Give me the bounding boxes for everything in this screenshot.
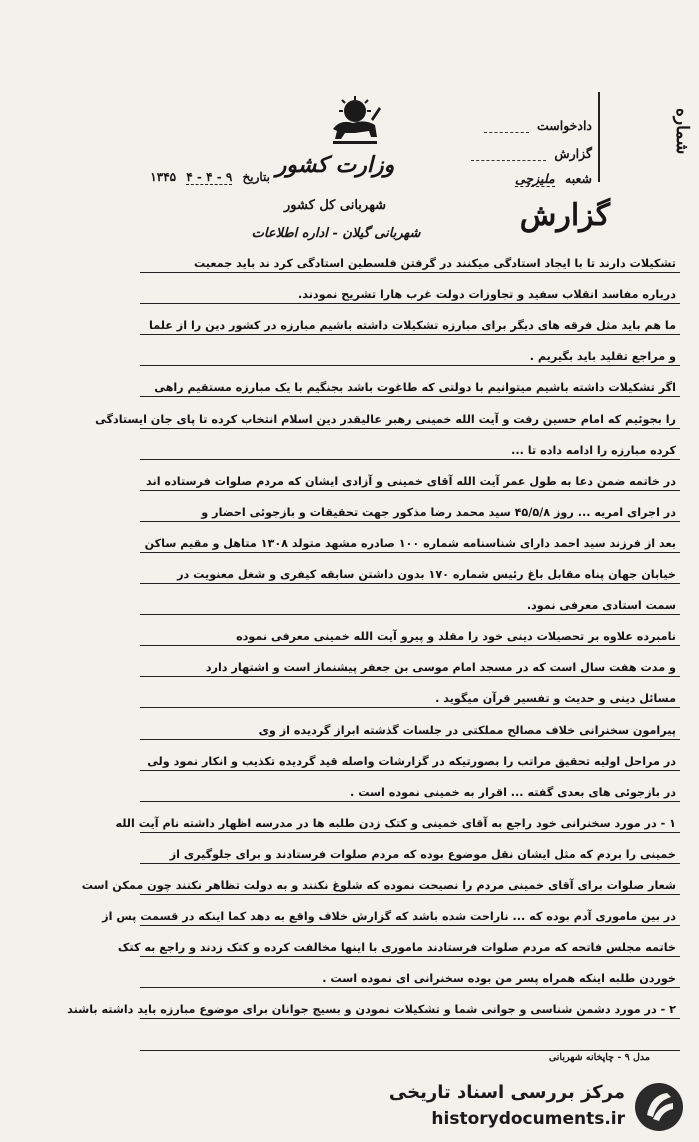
ruled-line — [140, 334, 680, 335]
date-row — [60, 170, 270, 184]
ruled-line — [140, 272, 680, 273]
sub-org-secondary: شهربانی گیلان - اداره اطلاعات — [251, 226, 421, 241]
field-report-blank — [471, 146, 546, 161]
date-value: ۹ - ۴ - ۴ — [186, 170, 233, 184]
body-line: خوردن طلبه اینکه همراه پسر من بوده سخنرانی ای نموده است . — [322, 972, 676, 986]
ruled-line — [140, 614, 680, 615]
ruled-line — [140, 396, 680, 397]
ruled-line — [140, 676, 680, 677]
ruled-line — [140, 832, 680, 833]
ruled-line — [140, 303, 680, 304]
ruled-line — [140, 583, 680, 584]
body-line: را بجوئیم که امام حسین رفت و آیت الله خمینی رهبر عالیقدر دین اسلام انتخاب کرده تا پای جان ایستادگی — [95, 412, 676, 426]
ruled-line — [140, 459, 680, 460]
field-plaintiff-blank — [484, 118, 529, 133]
ruled-line — [140, 801, 680, 802]
ruled-line — [140, 1050, 680, 1051]
body-line: شعار صلوات برای آقای خمینی مردم را نصیحت نموده که شلوغ نکنند و به دولت تظاهر نکنند چون ممکن است — [81, 879, 676, 892]
body-line: در بین ماموری آدم بوده که ... ناراحت شده باشد که گزارش خلاف واقع به دهد کما اینکه در قسمت پس از — [102, 910, 676, 924]
body-line: و مدت هفت سال است که در مسجد امام موسی بن جعفر پیشنماز است و اشتهار دارد — [205, 661, 676, 675]
ruled-line — [140, 490, 680, 491]
form-footnote: مدل ۹ - چاپخانه شهربانی — [548, 1052, 650, 1063]
field-report-row — [470, 146, 592, 161]
ruled-line — [140, 987, 680, 988]
body-line: نامبرده علاوه بر تحصیلات دینی خود را مقلد و پیرو آیت الله خمینی معرفی نموده — [236, 630, 676, 644]
body-line: در خاتمه ضمن دعا به طول عمر آیت الله آقای خمینی و آزادی ایشان که مردم صلوات فرستاده اند — [146, 474, 676, 488]
field-number: شماره — [672, 108, 692, 155]
field-branch: شعبه — [565, 171, 592, 186]
body-line: مسائل دینی و حدیث و تفسیر قرآن میگوید . — [435, 692, 676, 706]
archive-name: مرکز بررسی اسناد تاریخی — [388, 1082, 625, 1103]
body-line: پیرامون سخنرانی خلاف مصالح مملکتی در جلسات گذشته ابراز گردیده از وی — [258, 723, 676, 737]
field-branch-value: ملیزچی — [515, 171, 555, 186]
ruled-line — [140, 428, 680, 429]
field-report: گزارش — [554, 146, 592, 161]
ruled-line — [140, 1018, 680, 1019]
ruled-line — [140, 863, 680, 864]
org-title: وزارت کشور — [275, 152, 395, 178]
ruled-line — [140, 552, 680, 553]
field-branch-row — [470, 171, 592, 186]
header-divider — [598, 92, 600, 182]
body-line: تشکیلات دارند تا با ایجاد استادگی میکنند در گرفتن فلسطین استادگی کرد ند باید جمعیت — [193, 257, 676, 270]
date-year: ۱۳۴۵ — [150, 170, 177, 184]
report-title: گزارش — [519, 198, 610, 233]
date-label: بتاریخ — [242, 170, 270, 184]
body-line: ۱ - در مورد سخنرانی خود راجع به آقای خمینی و کتک زدن طلبه ها در مدرسه اظهار داشته نام آیت الله — [115, 816, 676, 830]
body-line: بعد از فرزند سید احمد دارای شناسنامه شماره ۱۰۰ صادره مشهد متولد ۱۳۰۸ متاهل و مقیم ساکن — [144, 536, 676, 550]
body-line: درباره مفاسد انقلاب سفید و تجاوزات دولت غرب هارا تشریح نمودند. — [297, 288, 676, 302]
body-line: ۲ - در مورد دشمن شناسی و جوانی شما و تشکیلات نمودن و بسیج جوانان برای موضوع مبارزه باید داشته باشند — [67, 1003, 676, 1017]
ruled-line — [140, 956, 680, 957]
body-line: در مراحل اولیه تحقیق مراتب را بصورتیکه در گزارشات واصله قید گردیده تکذیب و انکار نمود ولی — [147, 754, 676, 768]
body-line: خمینی را بردم که مثل ایشان نقل موضوع بوده که مردم صلوات فرستادند و برای جلوگیری از — [169, 847, 676, 861]
archive-watermark — [388, 1078, 690, 1136]
body-line: و مراجع تقلید باید بگیریم . — [529, 350, 676, 364]
field-plaintiff: دادخواست — [536, 118, 592, 133]
body-line: کرده مبارزه را ادامه داده تا ... — [511, 443, 676, 457]
archive-logo-icon — [633, 1081, 685, 1133]
ruled-line — [140, 770, 680, 771]
body-line: در اجرای امریه ... روز ۴۵/۵/۸ سید محمد رضا مذکور جهت تحقیقات و بازجوئی احضار و — [201, 505, 676, 519]
ruled-line — [140, 739, 680, 740]
body-line: در بازجوئی های بعدی گفته ... اقرار به خمینی نموده است . — [350, 785, 676, 799]
ruled-line — [140, 707, 680, 708]
lion-and-sun-emblem — [325, 95, 385, 150]
field-plaintiff-row — [470, 118, 592, 133]
archive-url: historydocuments.ir — [431, 1109, 625, 1129]
body-line: سمت استادی معرفی نمود. — [526, 599, 676, 613]
sub-org: شهربانی کل کشور — [284, 198, 386, 213]
body-line: ما هم باید مثل فرقه های دیگر برای مبارزه تشکیلات داشته باشیم مبارزه در کشور دین را از علما — [149, 319, 676, 333]
body-line: اگر تشکیلات داشته باشیم میتوانیم با دولتی که طاغوت باشد بجنگیم با یک مبارزه مستقیم راهی — [154, 381, 676, 395]
body-line: خاتمه مجلس فاتحه که مردم صلوات فرستادند ماموری با اینها مخالفت کرده و کتک زدند و راجع به کتک — [117, 941, 676, 955]
ruled-line — [140, 645, 680, 646]
ruled-line — [140, 925, 680, 926]
ruled-line — [140, 521, 680, 522]
ruled-line — [140, 894, 680, 895]
ruled-line — [140, 365, 680, 366]
body-line: خیابان جهان پناه مقابل باغ رئیس شماره ۱۷۰ بدون داشتن سابقه کیفری و شغل معنویت در — [177, 568, 676, 581]
